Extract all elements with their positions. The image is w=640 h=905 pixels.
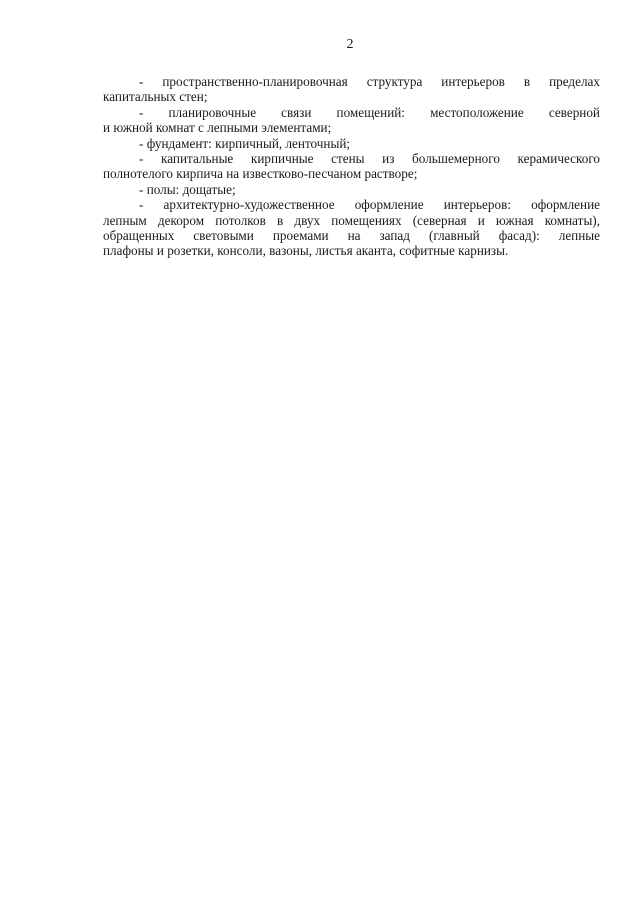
text-line: - планировочные связи помещений: местоположение северной — [139, 104, 600, 120]
paragraph-walls — [103, 151, 600, 182]
text-line: - пространственно-планировочная структура интерьеров в пределах — [139, 74, 600, 89]
paragraph-interior-decoration — [103, 197, 600, 259]
text-line: полнотелого кирпича на известково-песчаном растворе; — [103, 166, 418, 182]
text-line: капитальных стен; — [103, 89, 208, 105]
text-line: - фундамент: кирпичный, ленточный; — [139, 135, 351, 151]
text-line: лепным декором потолков в двух помещениях (северная и южная комнаты), — [103, 212, 600, 228]
paragraph-interior-structure — [103, 74, 600, 105]
text-line: - капитальные кирпичные стены из большемерного керамического — [139, 151, 600, 167]
text-line: и южной комнат с лепными элементами; — [103, 120, 332, 136]
page-number: 2 — [346, 37, 354, 52]
paragraph-room-connections — [103, 105, 600, 136]
text-line: - архитектурно-художественное оформление интерьеров: оформление — [139, 197, 600, 213]
text-line: обращенных световыми проемами на запад (главный фасад): лепные — [103, 228, 600, 244]
text-line: - полы: дощатые; — [139, 181, 236, 197]
text-line: плафоны и розетки, консоли, вазоны, листья аканта, софитные карнизы. — [103, 243, 509, 259]
paragraph-floors — [103, 182, 600, 197]
document-body — [103, 74, 600, 259]
paragraph-foundation — [103, 136, 600, 151]
